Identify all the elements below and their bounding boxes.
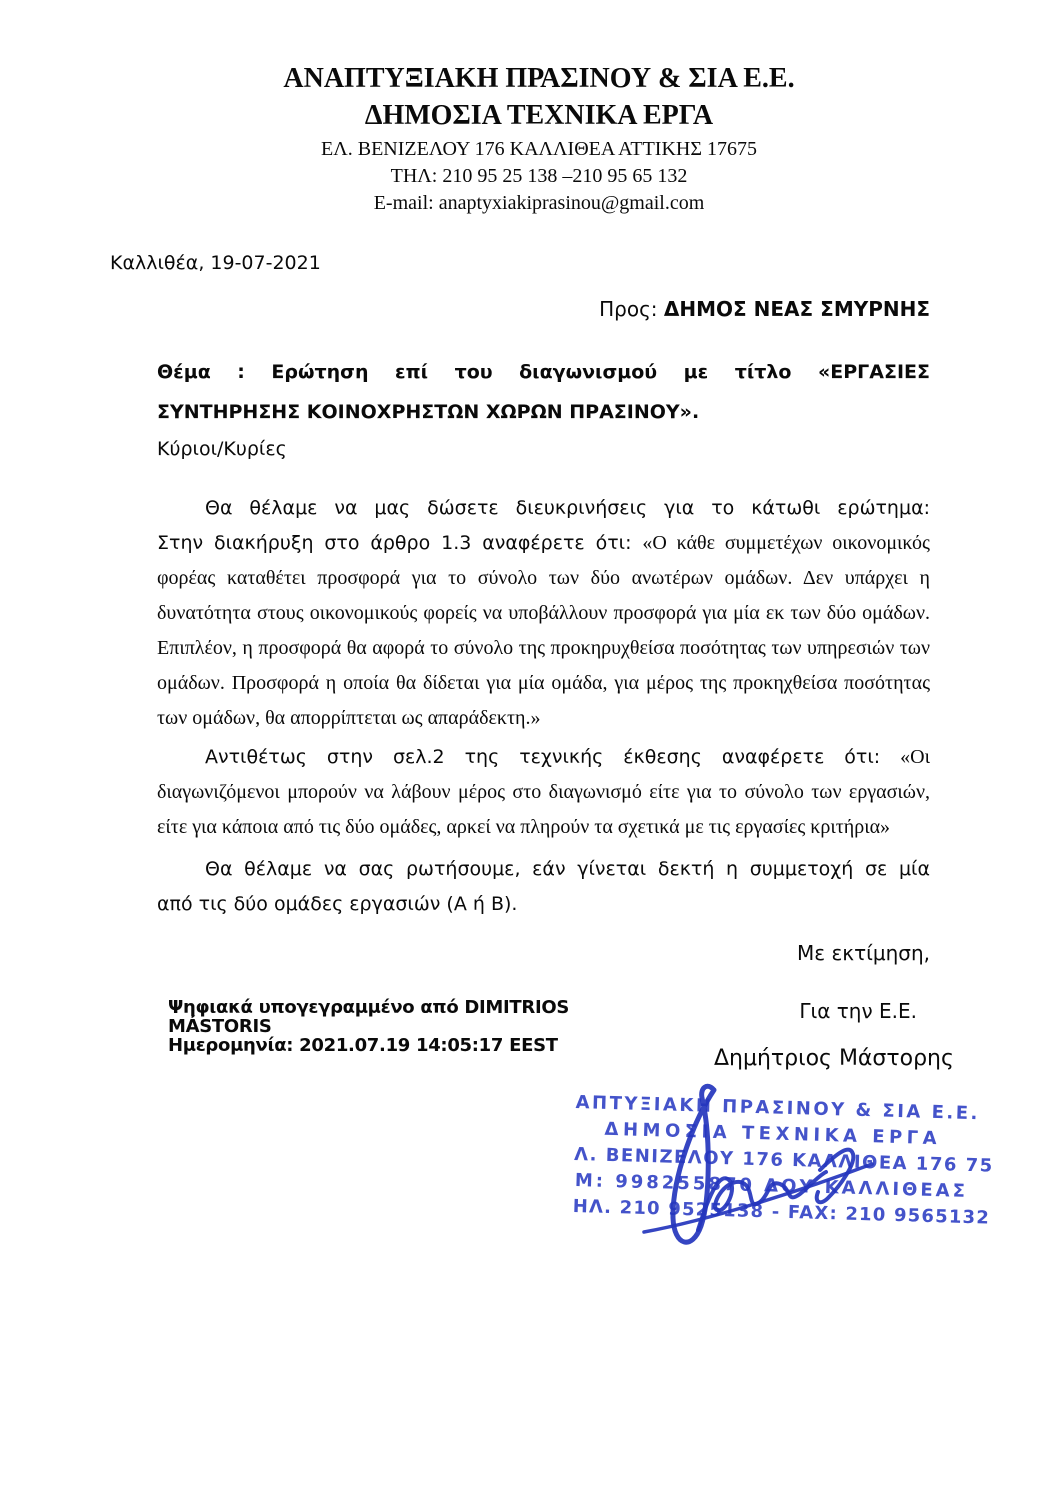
stamp-line: ΑΠΤΥΞΙΑΚΗ ΠΡΑΣΙΝΟΥ & ΣΙΑ Ε.Ε. <box>575 1091 981 1125</box>
text-run: «Ο κάθε συμμετέχων οικονομικός <box>642 532 930 554</box>
text-line <box>157 526 930 561</box>
handwritten-signature <box>598 1078 898 1263</box>
text-line <box>157 561 930 596</box>
text-run: φορέας καταθέτει προσφορά για το σύνολο των δύο ανωτέρων ομάδων. Δεν υπάρχει η <box>157 567 930 589</box>
text-run: Θέμα : Ερώτηση επί του διαγωνισμού με τίτλο «ΕΡΓΑΣΙΕΣ <box>157 361 930 383</box>
text-run: των ομάδων, θα απορρίπτεται ως απαράδεκτη.» <box>157 707 541 729</box>
stamp-line: ΔΗΜΟΣΙΑ ΤΕΧΝΙΚΑ ΕΡΓΑ <box>604 1118 942 1150</box>
recipient-label: Προς: <box>599 297 664 321</box>
digital-signature-line: MÁSTORIS <box>168 1016 272 1037</box>
recipient-name: ΔΗΜΟΣ ΝΕΑΣ ΣΜΥΡΝΗΣ <box>663 297 930 321</box>
digital-signature-text <box>168 998 569 1055</box>
stamp-line: ΗΛ. 210 9525138 - FAX: 210 9565132 <box>572 1195 991 1229</box>
text-run: Θα θέλαμε να σας ρωτήσουμε, εάν γίνεται δεκτή η συμμετοχή σε μία <box>205 858 930 880</box>
company-type: ΔΗΜΟΣΙΑ ΤΕΧΝΙΚΑ ΕΡΓΑ <box>364 100 714 131</box>
text-run: είτε για κάποια από τις δύο ομάδες, αρκεί να πληρούν τα σχετικά με τις εργασίες κριτήρια» <box>157 816 891 838</box>
text-run: Επιπλέον, η προσφορά θα αφορά το σύνολο της προκηρυχθείσα ποσότητας των υπηρεσιών των <box>157 637 930 659</box>
text-line <box>157 701 930 736</box>
company-phone: ΤΗΛ: 210 95 25 138 –210 95 65 132 <box>390 165 688 187</box>
text-line <box>157 810 930 845</box>
recipient-line <box>500 297 930 321</box>
company-email: E-mail: anaptyxiakiprasinou@gmail.com <box>373 192 705 214</box>
text-run: από τις δύο ομάδες εργασιών (Α ή Β). <box>157 893 518 915</box>
stamp-line: Μ: 998255870 ΔΟΥ ΚΑΛΛΙΘΕΑΣ <box>574 1170 969 1202</box>
text-run: ΣΥΝΤΗΡΗΣΗΣ ΚΟΙΝΟΧΡΗΣΤΩΝ ΧΩΡΩΝ ΠΡΑΣΙΝΟΥ». <box>157 401 700 423</box>
stamp-line: Λ. ΒΕΝΙΖΕΛΟΥ 176 ΚΑΛΛΙΘΕΑ 176 75 <box>573 1143 994 1177</box>
paragraph-question-intro <box>157 491 930 736</box>
text-line <box>157 392 930 432</box>
company-name: ΑΝΑΠΤΥΞΙΑΚΗ ΠΡΑΣΙΝΟΥ & ΣΙΑ Ε.Ε. <box>283 63 795 94</box>
digital-signature-line: Ψηφιακά υπογεγραμμένο από DIMITRIOS <box>168 997 570 1018</box>
signer-name: Δημήτριος Μάστορης <box>714 1046 954 1071</box>
place-date: Καλλιθέα, 19-07-2021 <box>110 252 321 274</box>
text-run: Αντιθέτως στην σελ.2 της τεχνικής έκθεσης αναφέρετε ότι: <box>205 746 901 768</box>
text-line <box>157 852 930 887</box>
text-run: διαγωνιζόμενοι μπορούν να λάβουν μέρος στο διαγωνισμό είτε για το σύνολο των εργασιών, <box>157 781 930 803</box>
closing-salutation: Με εκτίμηση, <box>797 941 930 965</box>
digital-signature-line: Ημερομηνία: 2021.07.19 14:05:17 EEST <box>168 1035 558 1056</box>
text-run: Θα θέλαμε να μας δώσετε διευκρινήσεις για το κάτωθι ερώτημα: <box>205 497 930 519</box>
text-line <box>157 596 930 631</box>
subject <box>157 352 930 432</box>
text-line <box>157 775 930 810</box>
text-line <box>157 352 930 392</box>
text-run: ομάδων. Προσφορά η οποία θα δίδεται για μία ομάδα, για μέρος της προκηχθείσα ποσότητας <box>157 672 930 694</box>
text-line <box>157 631 930 666</box>
company-address: ΕΛ. ΒΕΝΙΖΕΛΟΥ 176 ΚΑΛΛΙΘΕΑ ΑΤΤΙΚΗΣ 17675 <box>321 138 757 160</box>
text-line <box>157 666 930 701</box>
signature-for: Για την Ε.Ε. <box>799 999 917 1023</box>
text-run: Στην διακήρυξη στο άρθρο 1.3 αναφέρετε ότι: <box>157 532 643 554</box>
salutation: Κύριοι/Κυρίες <box>157 438 287 460</box>
text-line <box>157 740 930 775</box>
text-run: «Οι <box>900 746 930 768</box>
text-line <box>157 887 930 922</box>
paragraph-contradiction <box>157 740 930 845</box>
text-run: δυνατότητα στους οικονομικούς φορείς να υποβάλλουν προσφορά για μία εκ των δύο ομάδων. <box>157 602 930 624</box>
text-line <box>157 491 930 526</box>
paragraph-final-question <box>157 852 930 922</box>
